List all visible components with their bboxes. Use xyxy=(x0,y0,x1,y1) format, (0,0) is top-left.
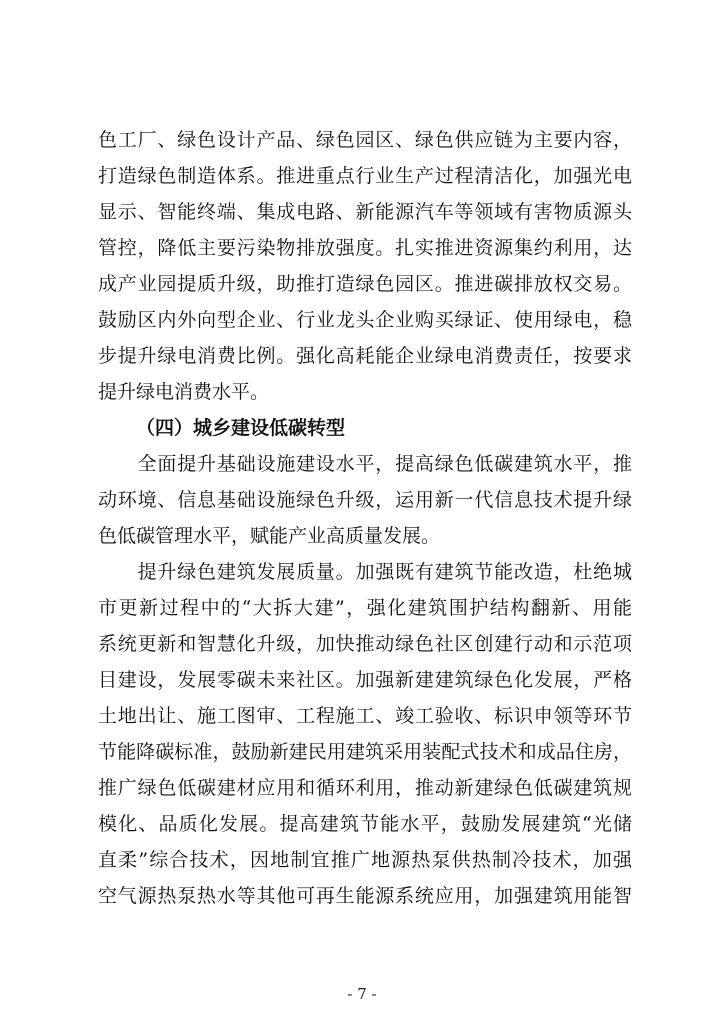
text-line: 管控，降低主要污染物排放强度。扎实推进资源集约利用，达 xyxy=(98,237,632,259)
paragraph-3 xyxy=(98,554,632,914)
text-line: 直柔”综合技术，因地制宜推广地源热泵供热制冷技术，加强 xyxy=(98,849,632,871)
text-line: 全面提升基础设施建设水平，提高绿色低碳建筑水平，推 xyxy=(98,453,632,475)
text-line: 步提升绿电消费比例。强化高耗能企业绿电消费责任，按要求 xyxy=(98,345,632,367)
text-line: 显示、智能终端、集成电路、新能源汽车等领域有害物质源头 xyxy=(98,201,632,223)
text-line: 土地出让、施工图审、工程施工、竣工验收、标识申领等环节 xyxy=(98,705,632,727)
text-line: 打造绿色制造体系。推进重点行业生产过程清洁化，加强光电 xyxy=(98,165,632,187)
text-line: 系统更新和智慧化升级，加快推动绿色社区创建行动和示范项 xyxy=(98,633,632,655)
text-line: 市更新过程中的“大拆大建”，强化建筑围护结构翻新、用能 xyxy=(98,597,632,619)
text-line: 模化、品质化发展。提高建筑节能水平，鼓励发展建筑“光储 xyxy=(98,813,632,835)
text-line: 动环境、信息基础设施绿色升级，运用新一代信息技术提升绿 xyxy=(98,489,632,511)
text-line: 空气源热泵热水等其他可再生能源系统应用，加强建筑用能智 xyxy=(98,885,632,907)
text-line: 推广绿色低碳建材应用和循环利用，推动新建绿色低碳建筑规 xyxy=(98,777,632,799)
text-line: 提升绿电消费水平。 xyxy=(98,381,270,403)
document-body xyxy=(98,122,632,914)
section-heading: （四）城乡建设低碳转型 xyxy=(136,417,346,439)
text-line: 色工厂、绿色设计产品、绿色园区、绿色供应链为主要内容， xyxy=(98,129,632,151)
text-line: 提升绿色建筑发展质量。加强既有建筑节能改造，杜绝城 xyxy=(98,561,632,583)
text-line: 目建设，发展零碳未来社区。加强新建建筑绿色化发展，严格 xyxy=(98,669,632,691)
text-line: 节能降碳标准，鼓励新建民用建筑采用装配式技术和成品住房， xyxy=(98,741,632,763)
paragraph-2 xyxy=(98,446,632,554)
text-line: 色低碳管理水平，赋能产业高质量发展。 xyxy=(98,525,441,547)
text-line: 成产业园提质升级，助推打造绿色园区。推进碳排放权交易。 xyxy=(98,273,632,295)
page-number: - 7 - xyxy=(347,985,377,1003)
paragraph-1 xyxy=(98,122,632,410)
text-line: 鼓励区内外向型企业、行业龙头企业购买绿证、使用绿电，稳 xyxy=(98,309,632,331)
